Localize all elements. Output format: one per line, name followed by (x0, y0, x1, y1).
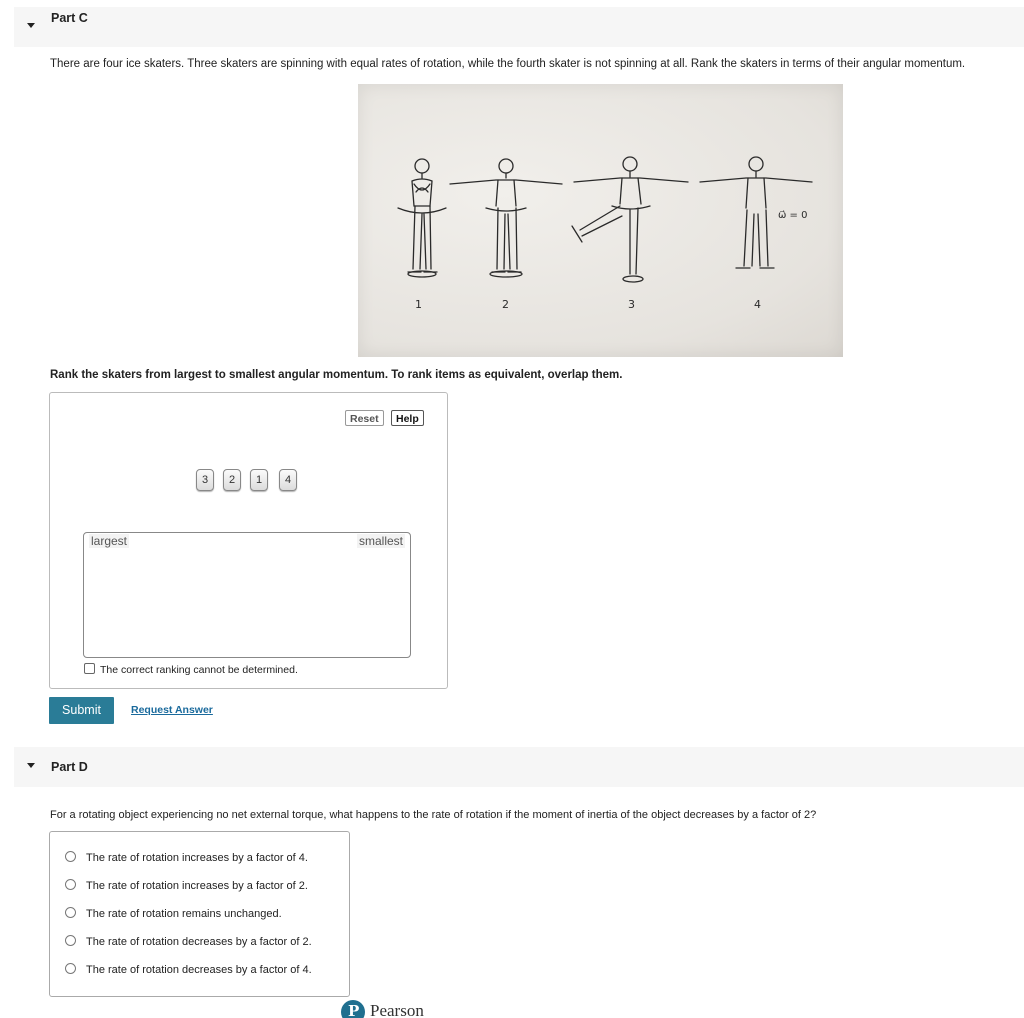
part-d-title: Part D (51, 760, 88, 774)
radio-button[interactable] (65, 963, 76, 974)
rank-tile-2[interactable]: 2 (223, 469, 241, 491)
ranking-drop-area[interactable] (83, 532, 411, 658)
radio-button[interactable] (65, 907, 76, 918)
choice-label: The rate of rotation increases by a factor of 2. (86, 880, 308, 892)
collapse-caret-icon[interactable] (27, 23, 35, 28)
choice-label: The rate of rotation decreases by a factor of 2. (86, 936, 312, 948)
submit-button[interactable]: Submit (49, 697, 114, 724)
skater-1-drawing (398, 159, 446, 277)
reset-button[interactable]: Reset (345, 410, 384, 426)
pearson-wordmark: Pearson (370, 1001, 424, 1018)
help-button[interactable]: Help (391, 410, 424, 426)
radio-button[interactable] (65, 851, 76, 862)
choice-label: The rate of rotation increases by a factor of 4. (86, 852, 308, 864)
radio-button[interactable] (65, 879, 76, 890)
ranking-widget (49, 392, 448, 689)
choice-option[interactable] (65, 907, 282, 920)
rank-tile-3[interactable]: 3 (196, 469, 214, 491)
part-d-header[interactable] (14, 747, 1024, 787)
collapse-caret-icon[interactable] (27, 763, 35, 768)
cannot-determine-label: The correct ranking cannot be determined. (100, 664, 298, 676)
smallest-label: smallest (358, 534, 403, 548)
skater-label-4: 4 (754, 298, 761, 311)
part-d-question: For a rotating object experiencing no net external torque, what happens to the rate of rotation if the moment of inertia of the object decreases by a factor of 2? (50, 809, 817, 821)
choice-option[interactable] (65, 935, 312, 948)
cannot-determine-row[interactable] (84, 663, 298, 676)
skaters-figure (358, 84, 843, 357)
skater-3-drawing (572, 157, 688, 282)
request-answer-link[interactable]: Request Answer (131, 704, 213, 716)
answer-choices (49, 831, 350, 997)
radio-button[interactable] (65, 935, 76, 946)
rank-tile-1[interactable]: 1 (250, 469, 268, 491)
largest-label: largest (91, 534, 128, 548)
rank-tile-4[interactable]: 4 (279, 469, 297, 491)
part-c-question: There are four ice skaters. Three skaters are spinning with equal rates of rotation, while the fourth skater is not spinning at all. Rank the skaters in terms of their angular momentum. (50, 58, 966, 70)
choice-option[interactable] (65, 851, 308, 864)
choice-option[interactable] (65, 879, 308, 892)
pearson-p-icon: P (341, 1000, 365, 1018)
part-c-header[interactable] (14, 7, 1024, 47)
choice-label: The rate of rotation decreases by a factor of 4. (86, 964, 312, 976)
omega-label: ω⃗ = 0 (778, 210, 808, 221)
rank-instruction: Rank the skaters from largest to smallest angular momentum. To rank items as equivalent, overlap them. (50, 369, 623, 381)
skater-label-1: 1 (415, 298, 422, 311)
cannot-determine-checkbox[interactable] (84, 663, 95, 674)
skater-2-drawing (450, 159, 562, 277)
part-c-title: Part C (51, 11, 88, 25)
choice-option[interactable] (65, 963, 312, 976)
pearson-logo (341, 999, 441, 1018)
skater-label-2: 2 (502, 298, 509, 311)
skater-label-3: 3 (628, 298, 635, 311)
choice-label: The rate of rotation remains unchanged. (86, 908, 282, 920)
